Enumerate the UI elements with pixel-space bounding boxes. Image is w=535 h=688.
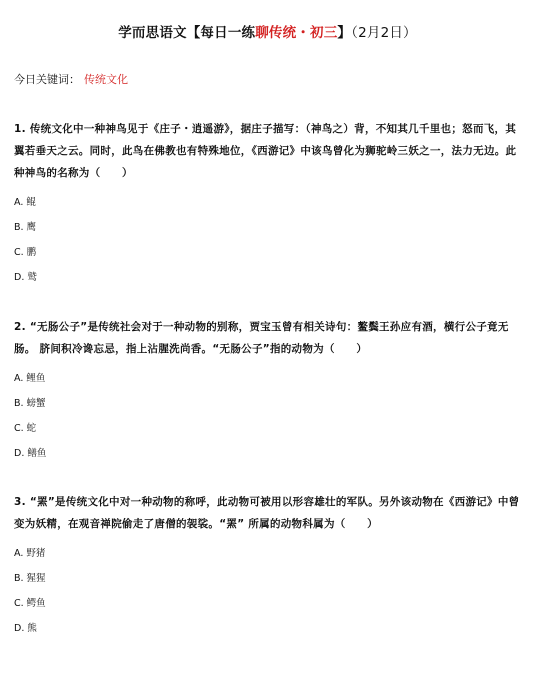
option-a[interactable]: A. 鲤鱼 [14,373,46,384]
option-c[interactable]: C. 蛇 [14,423,37,434]
question-stem: 2. “无肠公子”是传统社会对于一种动物的别称，贾宝玉曾有相关诗句：鳌鬓王孙应有酒，横行公子竟无肠。 脐间积冷谗忘忌，指上沾腥洗尚香。“无肠公子”指的动物为（ ） [14,321,509,355]
option-a[interactable]: A. 野猪 [14,548,46,559]
title-date: （2月2日） [351,25,417,41]
option-list [14,190,524,290]
title-suffix: 】 [337,25,352,41]
question-stem: 1. 传统文化中一种神鸟见于《庄子・逍遥游》，据庄子描写：（神鸟之）背，不知其几千里也；怒而飞，其翼若垂天之云。同时，此鸟在佛教也有特殊地位，《西游记》中该鸟曾化为狮驼岭三妖之一，法力无边。此种神鸟的名称为（ ） [14,123,517,179]
option-c[interactable]: C. 鳄鱼 [14,598,46,609]
question-3 [14,491,524,641]
option-a[interactable]: A. 鲲 [14,197,36,208]
option-d[interactable]: D. 熊 [14,623,37,634]
option-list [14,366,524,466]
option-list [14,541,524,641]
option-d[interactable]: D. 鳝鱼 [14,448,47,459]
keyword-line [14,71,128,87]
option-b[interactable]: B. 猩猩 [14,573,46,584]
keyword-value: 传统文化 [84,73,128,86]
title-prefix: 学而思语文【每日一练 [118,25,256,41]
option-b[interactable]: B. 螃蟹 [14,398,46,409]
question-stem: 3. “罴”是传统文化中对一种动物的称呼，此动物可被用以形容雄壮的军队。另外该动物在《西游记》中曾变为妖精，在观音禅院偷走了唐僧的袈裟。“罴” 所属的动物科属为（ ） [14,496,520,530]
keyword-label: 今日关键词： [14,73,80,86]
page-title [0,21,535,41]
option-c[interactable]: C. 鹏 [14,247,37,258]
title-accent: 聊传统・初三 [255,25,338,41]
option-b[interactable]: B. 鹰 [14,222,37,233]
option-d[interactable]: D. 鹫 [14,272,37,283]
question-2 [14,316,524,466]
question-1 [14,118,524,290]
